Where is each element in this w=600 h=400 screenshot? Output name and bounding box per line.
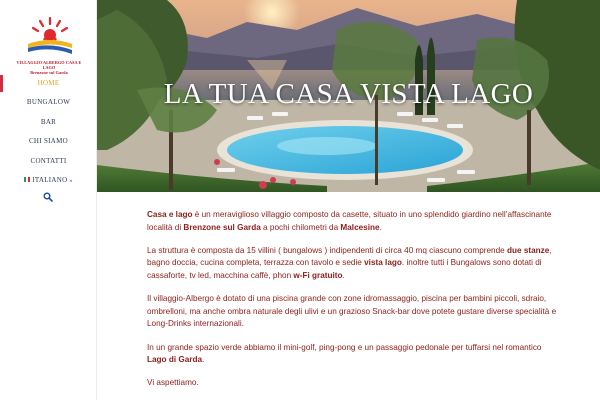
bold-text: Malcesine (340, 222, 380, 232)
text: La struttura è composta da 15 villini ( bungalows ) indipendenti di circa 40 mq ciascuno comprende (147, 245, 507, 255)
logo-line2: Brenzone sul Garda (30, 70, 68, 75)
logo-text (10, 60, 88, 75)
language-switcher[interactable] (0, 171, 97, 190)
text: è un meraviglioso villaggio composto da casette, situato in uno splendido giardino nell’affascinante località di (147, 210, 552, 232)
sidebar (0, 0, 97, 400)
main-content (147, 209, 557, 400)
nav-item-bungalow[interactable]: BUNGALOW (26, 98, 71, 107)
paragraph-garden (147, 342, 557, 367)
hero-title: LA TUA CASA VISTA LAGO (163, 78, 534, 110)
nav-item-home[interactable]: HOME (0, 74, 97, 93)
chevron-double-down-icon: » (69, 177, 73, 184)
nav-item-bar[interactable]: BAR (40, 117, 57, 126)
text: . inoltre tutti i Bungalows sono dotati di cassaforte, tv led, macchina caffè, phon (147, 258, 542, 280)
bold-text: Casa e lago (147, 210, 193, 219)
paragraph-intro (147, 209, 557, 234)
text: , bagno doccia, cucina completa, terrazza con tavolo e sedie (147, 245, 552, 268)
nav-item-contatti[interactable]: CONTATTI (30, 156, 67, 165)
bold-text: vista lago (364, 258, 402, 268)
bold-text: Lago di Garda (147, 355, 203, 365)
bold-text: w-Fi gratuito (293, 270, 343, 280)
paragraph-pool: Il villaggio-Albergo è dotato di una piscina grande con zone idromassaggio, piscina per bambini piccoli, sdraio, ombrelloni, ma anche ombra naturale degli ulivi e un grazioso Snack-bar dove potete gustare diverse specialità e Long-Drinks internazionali. (147, 294, 557, 329)
main-nav (0, 74, 97, 190)
bold-text: due stanze (507, 245, 550, 255)
bold-text: Brenzone sul Garda (183, 222, 261, 232)
hero-banner (97, 0, 600, 192)
text: In un grande spazio verde abbiamo il mini-golf, ping-pong e un passaggio pedonale per tuffarsi nel romantico (147, 342, 542, 352)
text: . (342, 270, 345, 280)
text: . (202, 355, 205, 365)
language-label: ITALIANO (32, 175, 68, 184)
flag-italy-icon (24, 177, 30, 182)
search-icon[interactable] (43, 192, 53, 202)
paragraph-structure (147, 245, 557, 283)
nav-item-chi-siamo[interactable]: CHI SIAMO (28, 137, 69, 146)
logo[interactable] (22, 14, 78, 60)
logo-line1: VILLAGGIO ALBERGO CASA E LAGO (16, 60, 82, 70)
paragraph-closing: Vi aspettiamo. (147, 378, 199, 388)
text: a pochi chilometri da (260, 222, 341, 232)
text: . (379, 222, 382, 232)
